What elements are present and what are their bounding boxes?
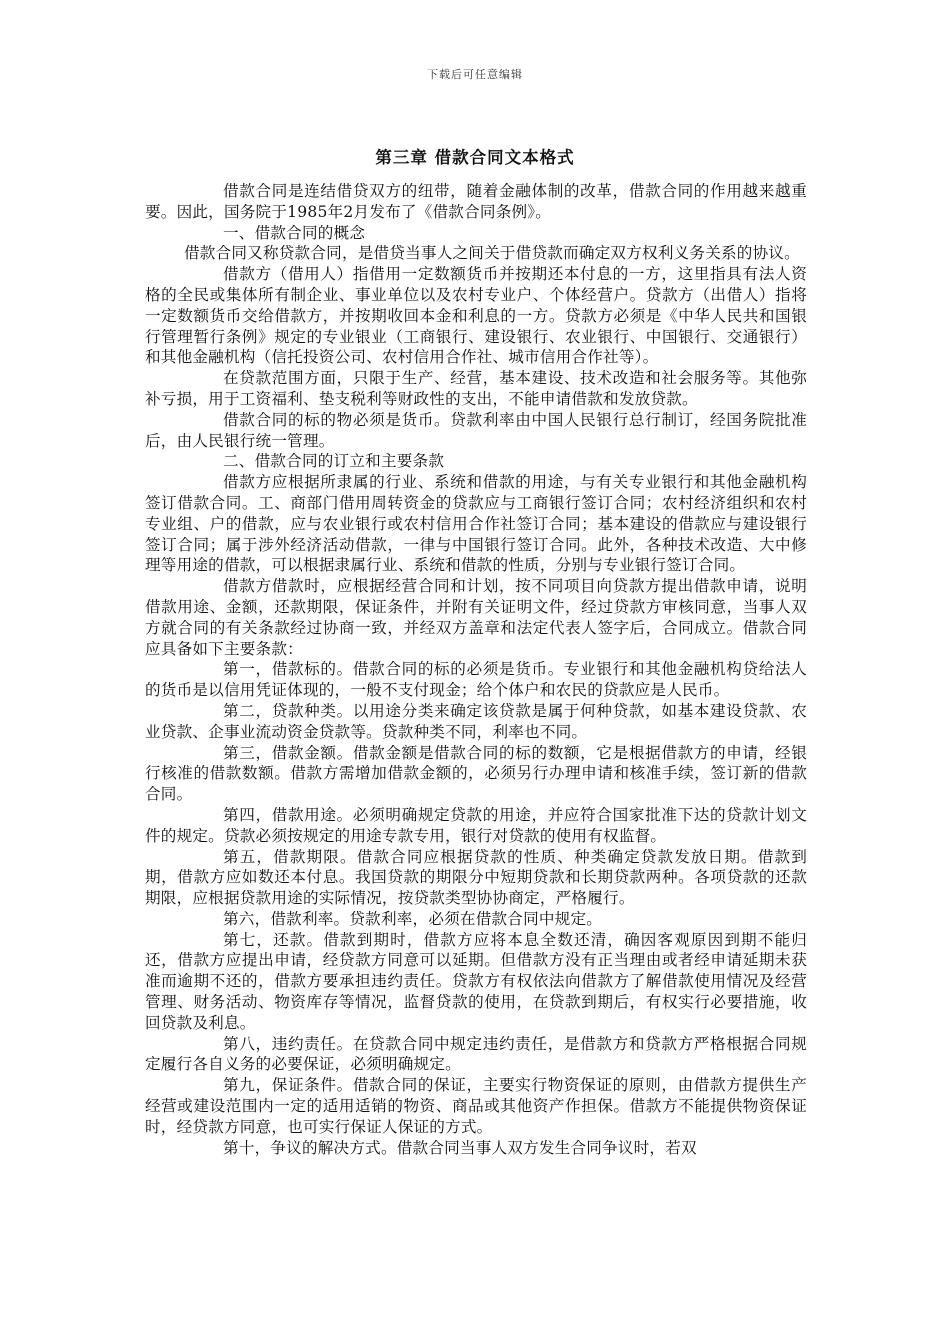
paragraph: 第二，贷款种类。以用途分类来确定该贷款是属于何种贷款，如基本建设贷款、农业贷款、企事业流动资金贷款等。贷款种类不同，利率也不同。 xyxy=(145,701,807,741)
paragraph: 借款方（借用人）指借用一定数额货币并按期还本付息的一方，这里指具有法人资格的全民或集体所有制企业、事业单位以及农村专业户、个体经营户。贷款方（出借人）指将一定数额货币交给借款方，并按期收回本金和利息的一方。贷款方必须是《中华人民共和国银行管理暂行条例》规定的专业银业（工商银行、建设银行、农业银行、中国银行、交通银行）和其他金融机构（信托投资公司、农村信用合作社、城市信用合作社等）。 xyxy=(145,265,807,367)
page-header: 下载后可任意编辑 xyxy=(427,68,523,81)
paragraph: 二、借款合同的订立和主要条款 xyxy=(223,452,445,471)
paragraph: 第四，借款用途。必须明确规定贷款的用途，并应符合国家批准下达的贷款计划文件的规定。贷款必须按规定的用途专款专用，银行对贷款的使用有权监督。 xyxy=(145,805,807,845)
paragraph: 第三，借款金额。借款金额是借款合同的标的数额，它是根据借款方的申请，经银行核准的借款数额。借款方需增加借款金额的，必须另行办理申请和核准手续，签订新的借款合同。 xyxy=(145,743,807,804)
paragraph: 第五，借款期限。借款合同应根据贷款的性质、种类确定贷款发放日期。借款到期，借款方应如数还本付息。我国贷款的期限分中短期贷款和长期贷款两种。各项贷款的还款期限，应根据贷款用途的实际情况，按贷款类型协协商定，严格履行。 xyxy=(145,847,807,908)
paragraph: 第八，违约责任。在贷款合同中规定违约责任，是借款方和贷款方严格根据合同规定履行各自义务的必要保证，必须明确规定。 xyxy=(145,1034,807,1074)
document-body xyxy=(145,181,807,1158)
paragraph: 第十，争议的解决方式。借款合同当事人双方发生合同争议时，若双 xyxy=(223,1138,697,1157)
paragraph: 在贷款范围方面，只限于生产、经营，基本建设、技术改造和社会服务等。其他弥补亏损，用于工资福利、垫支税利等财政性的支出，不能申请借款和发放贷款。 xyxy=(145,369,807,408)
paragraph: 第九，保证条件。借款合同的保证，主要实行物资保证的原则，由借款方提供生产经营或建设范围内一定的适用适销的物资、商品或其他资产作担保。借款方不能提供物资保证时，经贷款方同意，也可实行保证人保证的方式。 xyxy=(145,1076,807,1136)
paragraph: 第六，借款利率。贷款利率，必须在借款合同中规定。 xyxy=(223,909,603,928)
paragraph: 第一，借款标的。借款合同的标的必须是货币。专业银行和其他金融机构贷给法人的货币是以信用凭证体现的，一般不支付现金；给个体户和农民的贷款应是人民币。 xyxy=(145,660,807,700)
paragraph: 借款合同是连结借贷双方的纽带，随着金融体制的改革，借款合同的作用越来越重要。因此，国务院于1985年2月发布了《借款合同条例》。 xyxy=(145,182,807,221)
paragraph: 一、借款合同的概念 xyxy=(223,223,366,242)
paragraph: 借款方应根据所隶属的行业、系统和借款的用途，与有关专业银行和其他金融机构签订借款合同。工、商部门借用周转资金的贷款应与工商银行签订合同；农村经济组织和农村专业组、户的借款，应与农业银行或农村信用合作社签订合同；基本建设的借款应与建设银行签订合同；属于涉外经济活动借款，一律与中国银行签订合同。此外，各种技术改造、大中修理等用途的借款，可以根据隶属行业、系统和借款的性质，分别与专业银行签订合同。 xyxy=(145,473,807,575)
paragraph: 借款合同的标的物必须是货币。贷款利率由中国人民银行总行制订，经国务院批准后，由人民银行统一管理。 xyxy=(145,410,807,450)
paragraph: 第七，还款。借款到期时，借款方应将本息全数还清，确因客观原因到期不能归还，借款方应提出申请，经贷款方同意可以延期。但借款方没有正当理由或者经申请延期未获准而逾期不还的，借款方要承担违约责任。贷款方有权依法向借款方了解借款使用情况及经营管理、财务活动、物资库存等情况，监督贷款的使用，在贷款到期后，有权实行必要措施，收回贷款及利息。 xyxy=(145,930,807,1032)
paragraph: 借款合同又称贷款合同，是借贷当事人之间关于借贷款而确定双方权利义务关系的协议。 xyxy=(184,244,800,263)
chapter-title: 第三章 借款合同文本格式 xyxy=(375,148,575,167)
paragraph: 借款方借款时，应根据经营合同和计划，按不同项目向贷款方提出借款申请，说明借款用途、金额，还款期限，保证条件，并附有关证明文件，经过贷款方审核同意，当事人双方就合同的有关条款经过协商一致，并经双方盖章和法定代表人签字后，合同成立。借款合同应具备如下主要条款： xyxy=(145,577,807,658)
